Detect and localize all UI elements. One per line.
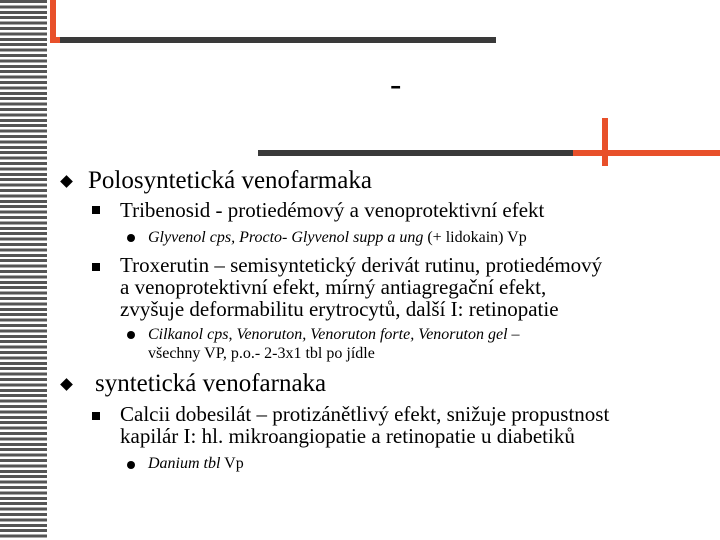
- drug-names: Danium tbl: [148, 455, 221, 472]
- level3-item-line2: všechny VP, p.o.- 2-3x1 tbl po jídle: [148, 345, 375, 362]
- level1-heading: Polosyntetická venofarmaka: [88, 167, 372, 194]
- level3-item: [148, 455, 244, 473]
- top-vertical-accent: [50, 0, 56, 43]
- top-rule-dark: [50, 37, 496, 43]
- level2-item-line2: a venoprotektivní efekt, mírný antiagregační efekt,: [120, 275, 547, 299]
- level3-item: [148, 229, 527, 247]
- drug-names: Cilkanol cps, Venoruton, Venoruton forte, Venoruton gel: [148, 326, 508, 343]
- diamond-bullet-icon: [60, 175, 73, 188]
- drug-names: Glyvenol cps, Procto- Glyvenol supp a ung: [148, 229, 424, 246]
- diamond-bullet-icon: [60, 378, 73, 391]
- mid-vertical-accent: [602, 118, 608, 166]
- square-bullet-icon: [92, 206, 100, 214]
- dot-bullet-icon: [127, 461, 135, 469]
- drug-note: (+ lidokain) Vp: [423, 229, 527, 246]
- level2-item: Tribenosid - protiedémový a venoprotektivní efekt: [120, 198, 545, 222]
- level2-item-line1: Troxerutin – semisyntetický derivát rutinu, protiedémový: [120, 253, 603, 277]
- square-bullet-icon: [92, 412, 100, 420]
- dot-bullet-icon: [127, 331, 135, 339]
- drug-note: –: [507, 326, 520, 343]
- dot-bullet-icon: [127, 234, 135, 242]
- level1-heading: syntetická venofarnaka: [95, 370, 327, 397]
- level3-item-line1: [148, 326, 520, 344]
- mid-rule-accent: [573, 150, 720, 156]
- level2-item-line2: kapilár I: hl. mikroangiopatie a retinopatie u diabetiků: [120, 424, 575, 448]
- left-binder-stripes: [0, 0, 50, 540]
- level2-item-line1: Calcii dobesilát – protizánětlivý efekt, snižuje propustnost: [120, 402, 610, 426]
- slide-title: -: [390, 66, 402, 103]
- level2-item-line3: zvyšuje deformabilitu erytrocytů, další I: retinopatie: [120, 297, 559, 321]
- drug-note: Vp: [220, 455, 244, 472]
- square-bullet-icon: [92, 263, 100, 271]
